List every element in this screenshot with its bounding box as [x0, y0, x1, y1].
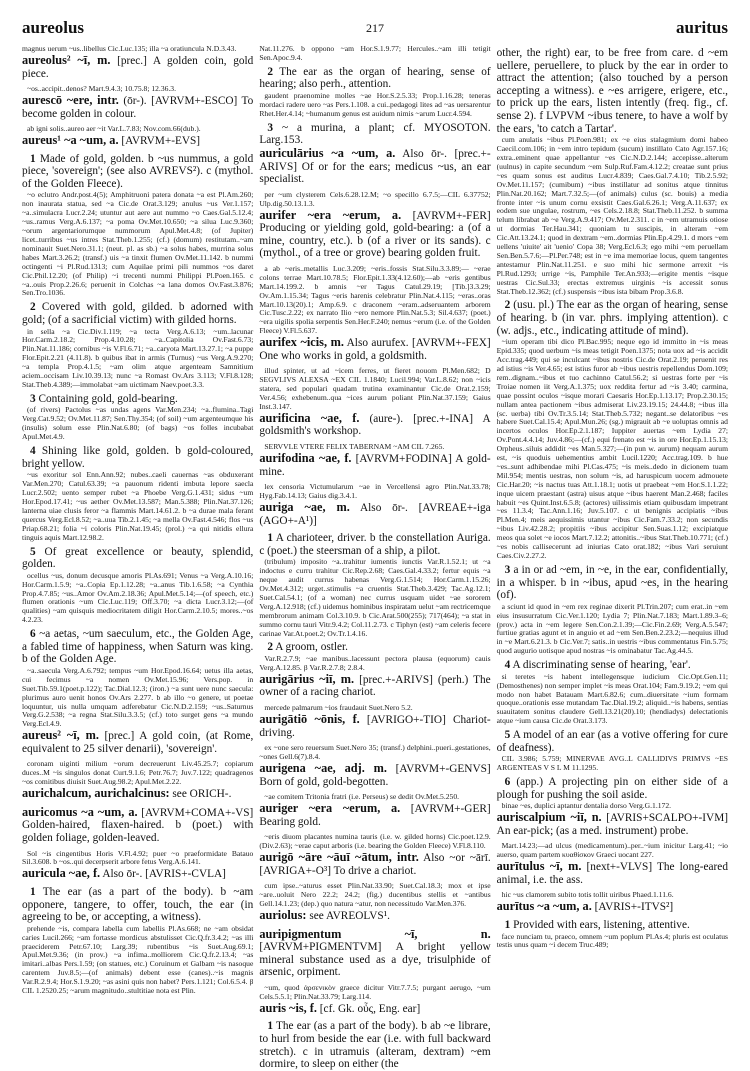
headword: aurigena ~ae, adj. m. — [259, 760, 387, 775]
citations: ~os..accipit..denos? Mart.9.4.3; 10.75.8; 12.36.3. — [27, 84, 177, 94]
headword: auricula ~ae, f. — [22, 866, 101, 881]
citations: mercede palmarum ~ios fraudauit Suet.Nero 5.2. — [264, 703, 413, 713]
citations: ~a..saecula Verg.A.6.792; tempus ~um Hor.Epod.16.64; uetus illa aetas, cui fecimus ~a nomen Ov.Met.15.96; Vers.pop. in Suet.Tib.59.1(poet.p.122); Tac.Dial.12.3; (iron.) ~a sunt uere nunc saecula: plurimus auro uenit honos Ov.Ars 2.277. b ab illo ~o genere, ut poetae loquuntur, uis nulla umquam adferebatur Cic.N.D.2.159; ~us..Saturnus Verg.G.2.538; ~a regna Stat.Silu.3.3.5; (cf.) toto surget gens ~a mundo Verg.Ecl.4.9. — [22, 665, 254, 729]
citations: hic ~us clamorem subito totis tollit uiribus Phaed.1.11.6. — [501, 890, 674, 900]
dictionary-entry — [22, 787, 253, 801]
sense-definition — [259, 641, 490, 654]
sense-number: 3 — [504, 563, 511, 576]
dictionary-entry — [259, 928, 490, 979]
citations: cum anulatis ~ibus Pl.Poen.981; ex ~e eius stalagmium domi habeo Caecil.com.106; in ~em intro tepidum (sucum) instillato Cato Agr.157.16; extra..eminent quae appellantur ~es Cic.N.D.2.144; accepisse..alterum (uulnus) in capite secundum ~em Sulp.Ruf.Fam.4.12.2; creatae sunt prius ~es quam sonus est auditus Lucr.4.839; Caes.Gal.7.4.10; Tib.2.5.92; Ov.Met.11.157; (cumibum) ~ibus instillatur ad sonitus atque tinnitus Plin.Nat.20.162; Mart.7.32.5;—(of animals) culus (sc. bouis) a media fronte inter ~is unum cornu exsistit Caes.Gal.6.26.1; Verg.A.11.637; ex eodem sue ungulae, rostrum, ~es Cels.2.18.8; Stat.Theb.11.252. b summa telum librabat ab ~e Verg.A.9.417; Ov.Met.2.311. c in ~em utramuis otiose ut dormias Ter.Hau.341; quoniam tu suscipis, in alteram ~em Cic.Att.13.24.1; quod in dextram ~em..dormias Plin.Ep.4.29.1. d mors ~em uellens 'uiuite' ait 'uenio' Copa 38; Verg.Ecl.6.3; ego mihi ~em peruellam Sen.Ben.5.7.6;—Pl.Per.748; est in ~e ima memoriae locus, quem tangentes antestamur Plin.Nat.11.251. e suo mihi hic sermone arrexit ~is Pl.Rud.1293; urrige ~is, Pamphile Ter.An.933;—erigite mentis ~isque uestras Cic.Sul.33; erectas extremus uirginis ~is accessit sonus Stat.Theb.12.362; (cf.) suspensis ~ibus ista bibam Prop.3.6.8. — [496, 135, 728, 296]
headword: aurigārius ~iī, m. — [259, 671, 355, 686]
dictionary-entry — [497, 811, 728, 837]
sense-text: Made of gold, golden. b ~us nummus, a gold piece, 'sovereign'; (see also AVREVS²). c (mythol. of the Golden Fleece). — [22, 152, 254, 190]
dictionary-entry — [259, 209, 490, 260]
entry-definition: [AVRVM+-EVS] — [121, 135, 201, 148]
dictionary-entry — [22, 94, 253, 120]
citations: CIL 3.986; 5.759; MINERVAE AVG..L CALLIDIVS PRIMVS ~ES ARGENTEAS V S L M 11.1295. — [496, 754, 728, 773]
sense-text: (usu. pl.) The ear as the organ of hearing, sense of hearing. b (in var. phrs. implying attention). c (w. adjs., etc., indicating attitude of mind). — [496, 299, 728, 337]
headword: aurītulus ~ī, m. — [496, 859, 582, 874]
sense-definition — [259, 66, 490, 91]
citations: prehende ~is, compara labella cum labellis Pl.As.668; ne ~am obsidat caries Lucil.266; ~am fortasse mordicus abstulisset Cic.Q.fr.3.4.2; ~as illi praeciderem Petr.67.10; Larg.39; rubentibus ~is Suet.Aug.69.1; Apul.Met.9.36; (in prov.) ~a infima..molliorem Cic.Q.fr.2.13.4; ~as imitari..albas Pers.1.59; (on statues, etc.) Coruinum et Galbam ~is nasoque carentem Juv.8.5;—(of animals) debent esse (canes)..~is magnis Var.R.2.9.4; Hor.S.1.9.20; ~as asini quis non habet? Pers.1.121; Col.6.5.4. β CIL 1.2520.25; ~arum magnitudo..stultitiae nota est Plin. — [22, 923, 254, 996]
citations: ~o eclutro Andr.post.4(5); Amphitruoni patera donata ~a est Pl.Am.260; non inaurata statua, sed ~a Cic.de Orat.3.129; anulus ~us Ver.1.157; ~a..simulacra Lucr.2.24; utuntur aut aere aut nummo ~o Caes.Gal.5.12.4; ~us..ramus Verg.A.6.137; ~a poma Ov.Met.10.650; ~a silua Luc.9.360; ~orum argentariorumque nummorum Apul.Met.4.8; (of Jupiter) licet..turribus ~us intres Stat.Theb.1.255; (cf.) (domum) restitutam..~am nominauit Suet.Nero.31.1; (neut. pl. as sb.) ~a solus habes, murrina solus habes Mart.3.26.2; (transf.) uis ~a tinxit flumen Ov.Met.11.142. b nummi octingenti ~i Pl.Rud.1313; cum Aquilae primi pili nummos ~os daret Cic.Phil.12.20; (of Philip) ~i trecenti nummi Philippi Pl.Poen.165. c ~a..ouis Prop.2.26.6; peruenit in Colchas ~a lana domos Ov.Fast.3.876; Sen.Tro.1036. — [22, 190, 254, 298]
sense-text: Covered with gold, gilded. b adorned with gold; (of a sacrificial victim) with gilded horns. — [22, 301, 254, 326]
entry-definition: see AVREOLVS¹. — [309, 909, 390, 922]
entry-definition: [prec.+-ARIVS] (perh.) The owner of a racing chariot. — [259, 673, 491, 699]
sense-text: a in or ad ~em, in ~e, in the ear, confidentially, in a whisper. b in ~ibus, apud ~es, in the hearing (of). — [496, 563, 728, 602]
headword: aurītus ~a ~um, a. — [496, 899, 592, 914]
sense-definition — [497, 47, 728, 135]
sense-definition — [497, 564, 728, 602]
headword: auripigmentum ~ī, n. — [259, 926, 491, 941]
dictionary-entry — [259, 1002, 490, 1016]
citations: a ab ~eris..metallis Luc.3.209; ~eris..fossis Stat.Silu.3.3.89;— ~erae colons terrae Mart.10.78.5; Flor.Epit.1.33(4.12.60);—ab ~eris gentibus Mart.14.199.2. b amnis ~er Tagus Catul.29.19; [Tib.]3.3.29; Ov.Am.1.15.34; Tagus ~eris harenis celebratur Plin.Nat.4.115; ~eras..oras Mart.10.13(20).1; Amp.6.9. c draconem ~eram..adseruantem arborem Cic.Tusc.2.22; ex narrato Ilio ~ero nemore Plin.Nat.5.3; Sil.4.637; (poet.) ~era uigilis spolia serpentis Sen.Her.F.240; nemus ~erum (i.e. of the Golden Fleece) V.Fl.5.637. — [259, 263, 491, 336]
entry-definition: [AVRVM+-FER] Producing or yielding gold, gold-bearing: a (of a mine, country, etc.). b (of a river or its sands). c (mythol., of a tree or grove) bearing golden fruit. — [259, 209, 491, 260]
sense-text: Shining like gold, golden. b gold-coloured, bright yellow. — [22, 445, 254, 470]
sense-text: ~ a murina, a plant; cf. MYOSOTON. Larg.153. — [259, 121, 491, 147]
citations: ~ae comitem Tritonia fratri (i.e. Perseus) se dedit Ov.Met.5.250. — [264, 792, 460, 802]
running-header — [22, 18, 728, 44]
entry-definition: Also ōr-. [AVRIS+-CVLA] — [102, 868, 226, 881]
dictionary-columns — [22, 44, 728, 1071]
citations: magnus uerum ~us..libellus Cic.Luc.135; illa ~a oratiuncula N.D.3.43. — [22, 44, 237, 53]
sense-definition — [259, 532, 490, 557]
column-left — [22, 44, 253, 1071]
dictionary-entry — [259, 147, 490, 186]
entry-definition: [AVRVM+COMA+-VS] Golden-haired, flaxen-haired. b (poet.) with golden foliage, golden-leaved. — [22, 806, 254, 844]
entry-definition: [AVRVM+-GENVS] Born of gold, gold-begotten. — [259, 762, 491, 788]
sense-text: Of great excellence or beauty, splendid, golden. — [22, 545, 254, 571]
citations: a sciunt id quod in ~em rex reginae dixerit Pl.Trin.207; cum erat..in ~em eius insusurratum Cic.Ver.1.120; Lydia 7; Plin.Nat.7.183; Mart.1.89.3–6; (prov.) acta in ~em legere Sen.Con.2.1.39;—Cic.Fin.2.69; Verg.A.5.547; furtiue gratias agunt et in anguio et ad ~em Sen.Ben.2.23.2;—nequius illud in ~e Mart.6.21.3. b Cic.Ver.7; satis..in uestris ~ibus commentatus Fin.5.75; quod augurio uotisque apud nostras ~is ominabatur Tac.Ag.44.5. — [496, 601, 728, 656]
headword: aurifex ~icis, m. — [259, 335, 344, 350]
sense-definition — [259, 1020, 490, 1070]
sense-number: 4 — [504, 659, 511, 672]
sense-number: 1 — [30, 152, 36, 165]
citations: Var.R.2.7.9; ~ae manibus..lacessunt pectora plausa (equorum) cauis Verg.A.12.85. β Var.R.2.7.8; 2.8.4. — [259, 654, 491, 672]
entry-definition: [next+-VLVS] The long-eared animal, i.e. the ass. — [496, 861, 728, 886]
guide-word-left: aureolus — [22, 18, 85, 37]
headword: aurigātiō ~ōnis, f. — [259, 711, 360, 726]
citations: gaudent praenomine molles ~ae Hor.S.2.5.33; Prop.1.16.28; teneras mordaci radere uero ~as Pers.1.108. a cui..pedagogi lites ad ~as uersarentur Rhet.Her.4.14; ~humanum genus est auidum nimis ~arum Lucr.4.594. — [259, 91, 491, 118]
headword: auriolus: — [259, 907, 307, 922]
citations: ocellus ~us, donum decusque amoris Pl.As.691; Venus ~a Verg.A.10.16; Hor.Carm.1.5.9; ~a..Copia Ep.1.12.28; ~a..anus Tib.1.6.58; ~a Cynthia Prop.4.7.85; ~us..Amor Ov.Am.2.18.36; Apul.Met.5.14;—(of speech, etc.) flumen orationis ~um Cic.Luc.119; Off.3.70; ~a dicta Lucr.3.12;—(of qualities) ~am quisquis mediocritatem diligit Hor.Carm.2.10.5; mores..~os 4.2.23. — [22, 570, 254, 625]
sense-text: (app.) A projecting pin on either side of a plough for pushing the soil aside. — [496, 776, 728, 801]
entry-definition: Also ~or ~ārī. [AVRIGA+-O³] To drive a chariot. — [259, 852, 491, 877]
sense-number: 6 — [30, 628, 36, 641]
headword: auris ~is, f. — [259, 1000, 317, 1015]
sense-definition — [22, 886, 253, 924]
sense-number: 1 — [504, 918, 511, 931]
entry-definition: Also ōr-. [AVREAE+-iga (AGO+-A¹)] — [259, 501, 491, 527]
sense-definition — [22, 393, 253, 406]
column-middle — [259, 44, 490, 1071]
headword: auriger ~era ~erum, a. — [259, 801, 401, 816]
entry-definition: [AVRIGO+-TIO] Chariot-driving. — [259, 713, 491, 739]
citations: binae ~es, duplici aptantur dentalia dorso Verg.G.1.172. — [501, 801, 672, 811]
headword: aureus² ~ī, m. — [22, 728, 99, 743]
headword: aurifer ~era ~erum, a. — [259, 207, 402, 222]
entry-definition: [AVRVM+-GER] Bearing gold. — [259, 803, 491, 828]
headword: auricomus ~a ~um, a. — [22, 804, 138, 819]
dictionary-entry — [259, 762, 490, 788]
guide-word-right: auritus — [676, 18, 728, 37]
dictionary-entry — [22, 54, 253, 80]
sense-number: 2 — [267, 65, 273, 78]
sense-number: 6 — [504, 776, 511, 789]
dictionary-entry — [259, 501, 490, 527]
citations: coronam uiginti milium ~orum decreuerunt Liv.45.25.7; copiarum duces..M ~is singulos donat Curt.9.1.6; Petr.76.7; Juv.7.122; quadragenos ~os comitibus diuisit Suet.Aug.98.2; Apul.Met.2.22. — [22, 759, 254, 787]
entry-definition: [cf. Gk. οὖς, Eng. ear] — [319, 1002, 421, 1015]
dictionary-entry — [259, 909, 490, 923]
entry-definition: [prec.] A gold coin, (at Rome, equivalent to 25 silver denarii), 'sovereign'. — [22, 730, 254, 755]
citations: ~eris diuom placantes numina tauris (i.e. w. gilded horns) Cic.poet.12.9.(Div.2.63); ~erae caput arboris (i.e. bearing the Golden Fleece) V.Fl.8.110. — [259, 832, 491, 851]
citations: Nat.11.276. b oppono ~am Hor.S.1.9.77; Hercules..~am illi tetigit Sen.Apoc.9.4. — [259, 44, 491, 62]
sense-text: The ear (as a part of the body). b ~am opponere, tangere, to offer, touch, the ear (in agreeing to be, or accepting, a witness). — [22, 885, 254, 924]
citations: SERVVLE VTERE FELIX TABERNAM ~AM CIL 7.265. — [264, 442, 445, 452]
entry-definition: Also aurufex. [AVRVM+-FEX] One who works in gold, a goldsmith. — [259, 337, 491, 362]
sense-definition — [497, 919, 728, 932]
sense-text: A charioteer, driver. b the constellation Auriga. c (poet.) the steersman of a ship, a pilot. — [259, 532, 491, 557]
headword: aureolus² ~ī, m. — [22, 52, 111, 67]
dictionary-entry — [22, 134, 253, 148]
dictionary-entry — [259, 412, 490, 438]
sense-number: 1 — [267, 532, 273, 545]
sense-number: 1 — [30, 885, 36, 898]
citations: ab igni solis..aureo aer ~it Var.L.7.83; Nov.com.66(dub.). — [27, 124, 201, 134]
citations: Sol ~is cingentibus Horis V.Fl.4.92; puer ~o praeformidate Batauo Sil.3.608. b ~os..qui decerpserit arbore fetus Verg.A.6.141. — [22, 848, 254, 867]
dictionary-entry — [259, 851, 490, 877]
entry-definition: see ORICH-. — [172, 788, 232, 801]
sense-number: 3 — [267, 121, 273, 134]
sense-number: 2 — [504, 299, 511, 312]
sense-definition — [497, 729, 728, 754]
entry-definition: (ōr-). [AVRVM+-ESCO] To become golden in colour. — [22, 95, 254, 120]
dictionary-entry — [259, 673, 490, 699]
citations: ~um, quod ἀρσενικὸν graece dicitur Vitr.7.7.5; purgant aerugo, ~um Cels.5.5.1; Plin.Nat.33.79; Larg.114. — [259, 982, 491, 1001]
headword: aurescō ~ere, intr. — [22, 93, 119, 107]
entry-definition: [prec.] A golden coin, gold piece. — [22, 54, 254, 80]
citations: (of rivers) Pactolus ~as undas agens Var.Men.234; ~a..flumina..Tagi Verg.Cat.9.52; Ov.Met.11.87; Sen.Thy.354; (of soil) ~um argenteumque his (insulis) solum esse Plin.Nat.6.80; (of bags) ~os folles incubabat Apul.Met.4.9. — [22, 405, 254, 442]
citations: si teretes ~is habent intellegensque iudicium Cic.Opt.Gen.11; (Demosthenes) non semper implet ~is meas Orat.104; Fam.9.19.2; ~em qui modo non habet Batauam Mart.6.82.6; cum..diuersitate ~ium formam quoque..orationis esse mutandam Tac.Dial.19.2; aliquid..~is habens, sentias suauitatem sonitus claudere Gell.13.21(20).10; (hendiadys) delectationis atque ~ium causa Cic.de Orat.3.173. — [496, 671, 728, 726]
dictionary-entry — [497, 860, 728, 886]
sense-definition — [22, 153, 253, 191]
entry-definition: [AVRVM+PIGMENTVM] A bright yellow mineral substance used as a dye, trisulphide of arsenic, orpiment. — [259, 941, 491, 979]
sense-text: The ear as the organ of hearing, sense of hearing; also perh., attention. — [259, 65, 491, 91]
page-number: 217 — [366, 21, 384, 35]
headword: aureus¹ ~a ~um, a. — [22, 133, 119, 148]
headword: aurigō ~āre ~āuī ~ātum, intr. — [259, 850, 419, 865]
headword: auriscalpium ~iī, n. — [496, 810, 602, 825]
sense-definition — [22, 628, 253, 666]
sense-number: 2 — [30, 301, 36, 314]
citations: illud spinter, ut ad ~icem ferres, ut fieret nouom Pl.Men.682; D SEGVLIVS ALEXSA ~EX CIL 1.1840; Lucil.994; Var.L.8.62; non ~icis statera, sed populari quadam trutina examinantur Cic.de Orat.2.159; Ver.4.56; exhebenum..qua ~ices aurum poliant Plin.Nat.37.159; Gaius Inst.3.147. — [259, 366, 491, 411]
column-right — [497, 44, 728, 1071]
sense-definition — [259, 122, 490, 147]
entry-definition: [AVRIS+-ITVS²] — [594, 901, 674, 914]
sense-text: A groom, ostler. — [275, 641, 348, 654]
dictionary-entry — [22, 729, 253, 755]
citations: ~us exoritur sol Enn.Ann.92; nubes..caeli cauernas ~as obduxerant Var.Men.270; Catul.63.39; ~a pauonum ridenti imbuta lepore saecla Lucr.2.502; uento semper rubet ~a Phoebe Verg.G.1.431; sidus ~um Hor.Epod.17.41; ~us aether Ov.Met.13.587; Man.5.388; Plin.Nat.37.126; lanterna uiae clusis feror ~a flammis Mart.14.61.2. b ~a durae mala ferant quercus Verg.Ecl.8.52; ~a..uua Tib.2.1.45; ~a mella Ov.Fast.4.546; flos ~us Priap.68.21; folia ~i coloris Plin.Nat.19.45; (prol.) ~a qui nitidis ellura tinguis aquis Mart.12.98.2. — [22, 470, 254, 542]
sense-definition — [22, 301, 253, 326]
sense-text: Containing gold, gold-bearing. — [38, 392, 178, 405]
sense-definition — [497, 776, 728, 801]
headword: auriga ~ae, m. — [259, 499, 350, 514]
headword: aurificina ~ae, f. — [259, 410, 360, 425]
citations: ex ~one sero reuersum Suet.Nero 35; (transf.) delphini..pueri..gestationes, ~ones Gell.6(7).8.4. — [259, 743, 491, 762]
sense-number: 2 — [267, 641, 273, 654]
sense-definition — [22, 546, 253, 571]
citations: face nunciam tu, praeco, omnem ~um poplum Pl.As.4; pluris est oculatus testis unus quam ~i decem Truc.489; — [496, 931, 728, 950]
sense-number: 3 — [30, 392, 36, 405]
citations: in sella ~a Cic.Div.1.119; ~a tecta Verg.A.6.13; ~um..lacunar Hor.Carm.2.18.2; Prop.4.10.28; ~a..Capitolia Ov.Fast.6.73; Plin.Nat.11.186; cornibus ~is V.Fl.6.71; ~a..caryota Mart.13.27.1; ~a puppe Flor.Epit.2.21 (4.11.8). b quibus ibat in armis (Turnus) ~us Verg.A.9.270; ~a templa Prop.4.1.5; ~am olim atque argenteam Samnitium aciem..occisam Liv.10.39.13; nunc ~a Romast Ov.Ars 3.113; V.Fl.8.128; Stat.Theb.4.389;—immolabat ~am uictimam Naev.poet.3.3. — [22, 326, 254, 389]
citations: ~ium operam tibi dico Pl.Bac.995; neque ego id immitto in ~is meas Epid.335; quod uerbum ~is meas tetigit Poen.1375; nota uox ad ~is accidit Acc.trag.449; qui se inculcant ~ibus nostris Cic.de Orat.2.19; peruenit res ad istius ~is Ver.4.65; est istius furor ab ~ibus uestris repellendus Dom.109; rem..dignam..~ibus et tuo cachinno Catul.56.2; si uestras forte per ~is Troiae nomen iit Verg.A.1.375; uox reddita fertur ad ~is 3.40; carmina, quae possint oculos ~isque morari Caesaris Hor.Ep.1.13.17; Prop.2.30.15; nullam antea pactionem ~ibus admiserat Liv.23.19.15; 24.44.8; ~ibus illa (sc. uerba) tibi Ov.Tr.3.5.14; Stat.Theb.5.732; negant..se delatoribus ~es habere Suet.Cal.15.4; Apul.Mun.26; (sg.) migrauit ab ~e uoluptas omnis ad incertos oculos Hor.Ep.2.1.187; Iuppiter auertas ~em Lydia 27; Ov.Pont.4.4.14; Juv.4.86;—(cf.) equi frenato est ~is in ore Hor.Ep.1.15.13; Orpheus..siluis addidit ~es Man.5.327;—(in pun w. aurum) nequam aurum est, ~is quoduis uehementius ambit Lucil.1220; Acc.trag.109. b hue ~es..sunt adhibendae mihi Pl.Cas.475; ~is meis..dedo in dicionem tuam Mil.954; mentis uestras, non solum ~is, ad haruspicum uocem admouete Cic.Har.20; ~is nactus tuas Att.1.18.1; uotis ut praebeat ~em Hor.S.1.1.22; inque uicem praestant (astra) uisus atque ~ibus haerent Man.2.468; faciles habuit ~es Quint.Inst.6.5.8; (actores) uilissimis etiam quibusdam impetrant ~es 11.3.4; Tac.Ann.1.16; Juv.5.107. c ut benignis accipiatis ~ibus Pl.Men.4; meis aequissimis utantur ~ibus Cic.Fam.7.33.2; non secundis ~ibus Liv.42.28.2; propitiis ~ibus accipitur Sen.Suas.1.12; excipiatque meos qua solet ~e iocos Mart.7.12.2; attonitis..~ibus Stat.Theb.10.771; (cf.) ~es nobis callisecerunt ad iniurias Cato orat.182; ~ibus Vari seruiunt Caes.Civ.2.27.2. — [496, 337, 728, 560]
entry-definition: Also ōr-. [prec.+-ARIVS] Of or for the ears; medicus ~us, an ear specialist. — [259, 147, 491, 186]
headword: aurifodina ~ae, f. — [259, 450, 352, 465]
sense-text: A discriminating sense of hearing, 'ear'. — [512, 659, 691, 672]
headword: aurichalcum, aurichalcinus: — [22, 786, 170, 801]
dictionary-entry — [22, 867, 253, 881]
citations: Mart.14.23;—ad ulcus (medicamentum)..per..~ium inicitur Larg.41; ~io auerso, quam partem κυαθίσκον Graeci uocant 227. — [496, 841, 728, 860]
citations: lex censoria Victumularum ~ae in Vercellensi agro Plin.Nat.33.78; Hyg.Fab.14.13; Gaius dig.3.4.1. — [259, 482, 491, 501]
sense-text: The ear (as a part of the body). b ab ~e librare, to hurl from beside the ear (i.e. with full backward stretch). c in utramuis (alteram, dextram) ~em dormire, to sleep on either (the — [259, 1020, 491, 1071]
entry-definition: (aure-). [prec.+-INA] A goldsmith's workshop. — [259, 412, 491, 438]
sense-text: other, the right) ear, to be free from care. d ~em uellere, peruellere, to pluck by the ear in order to attract the attention; (also touched by a person accepting a witness). e ~es arrigere, erigere, etc., to prick up the ears, listen intently (freq. fig., cf. sense 2). f LVPVM ~ibus tenere, to have a wolf by the ears, 'to catch a Tartar'. — [496, 47, 728, 135]
dictionary-entry — [259, 452, 490, 478]
citations: (tribulum) imposito ~a..trahitur iumentis iunctis Var.R.1.52.1; ut ~a indoctus e curru trahitur Cic.Rep.2.68; Caes.Gal.4.33.2; fertur equis ~a neque audit currus habenas Verg.G.1.514; Hor.Carm.1.15.26; Ov.Met.4.312; urget..stimulis ~a cruentis Stat.Theb.3.429; Tac.Ag.12.1; Suet.Cal.54.1; (of a woman) nec currus usquam uidet ~ae sororem Verg.A.12.918; (cf.) uidemus hominibus inspiratam uelut ~am rectricemque membrorum animam Col.3.10.9. b Cic.Arat.500(255); 717(464); ~a stat in summo cornu tauri Vitr.9.4.2; Col.11.2.73. c Tiphyn (est) ~am celeris fecere carinae Var.At.poet.2; Ov.Tr.1.4.16. — [259, 557, 491, 638]
sense-text: ~a aetas, ~um saeculum, etc., the Golden Age, a fabled time of happiness, when Saturn was king. b of the Golden Age. — [22, 628, 254, 666]
citations: per ~um clysterem Cels.6.28.12.M; ~o specillo 6.7.5;—CIL 6.37752; Ulp.dig.50.13.1.3. — [259, 189, 491, 208]
headword: auriculārius ~a ~um, a. — [259, 145, 396, 160]
sense-number: 5 — [504, 729, 511, 742]
dictionary-entry — [497, 900, 728, 914]
dictionary-entry — [259, 336, 490, 362]
entry-definition: [AVRIS+SCALPO+-IVM] An ear-pick; (as a med. instrument) probe. — [496, 812, 728, 837]
citations: cum ipse..~aturus esset Plin.Nat.33.90; Suet.Cal.18.3; mox et ipse ~are..uoluit Nero 22.2; 24.2; (fig.) ducentibus stellis et ~antibus Gell.14.1.23; (dep.) quo natura ~atur, non necessitudo Var.Men.376. — [259, 881, 491, 909]
dictionary-entry — [22, 806, 253, 845]
dictionary-entry — [259, 713, 490, 739]
sense-number: 4 — [30, 445, 36, 458]
sense-definition — [497, 659, 728, 672]
dictionary-entry — [259, 802, 490, 828]
sense-definition — [22, 445, 253, 470]
sense-number: 5 — [30, 545, 36, 558]
sense-definition — [497, 299, 728, 337]
sense-number: 1 — [267, 1020, 273, 1033]
entry-definition: [AVRVM+FODINA] A gold-mine. — [259, 452, 491, 478]
sense-text: Provided with ears, listening, attentive. — [513, 918, 690, 931]
sense-text: A model of an ear (as a votive offering for cure of deafness). — [496, 729, 728, 754]
